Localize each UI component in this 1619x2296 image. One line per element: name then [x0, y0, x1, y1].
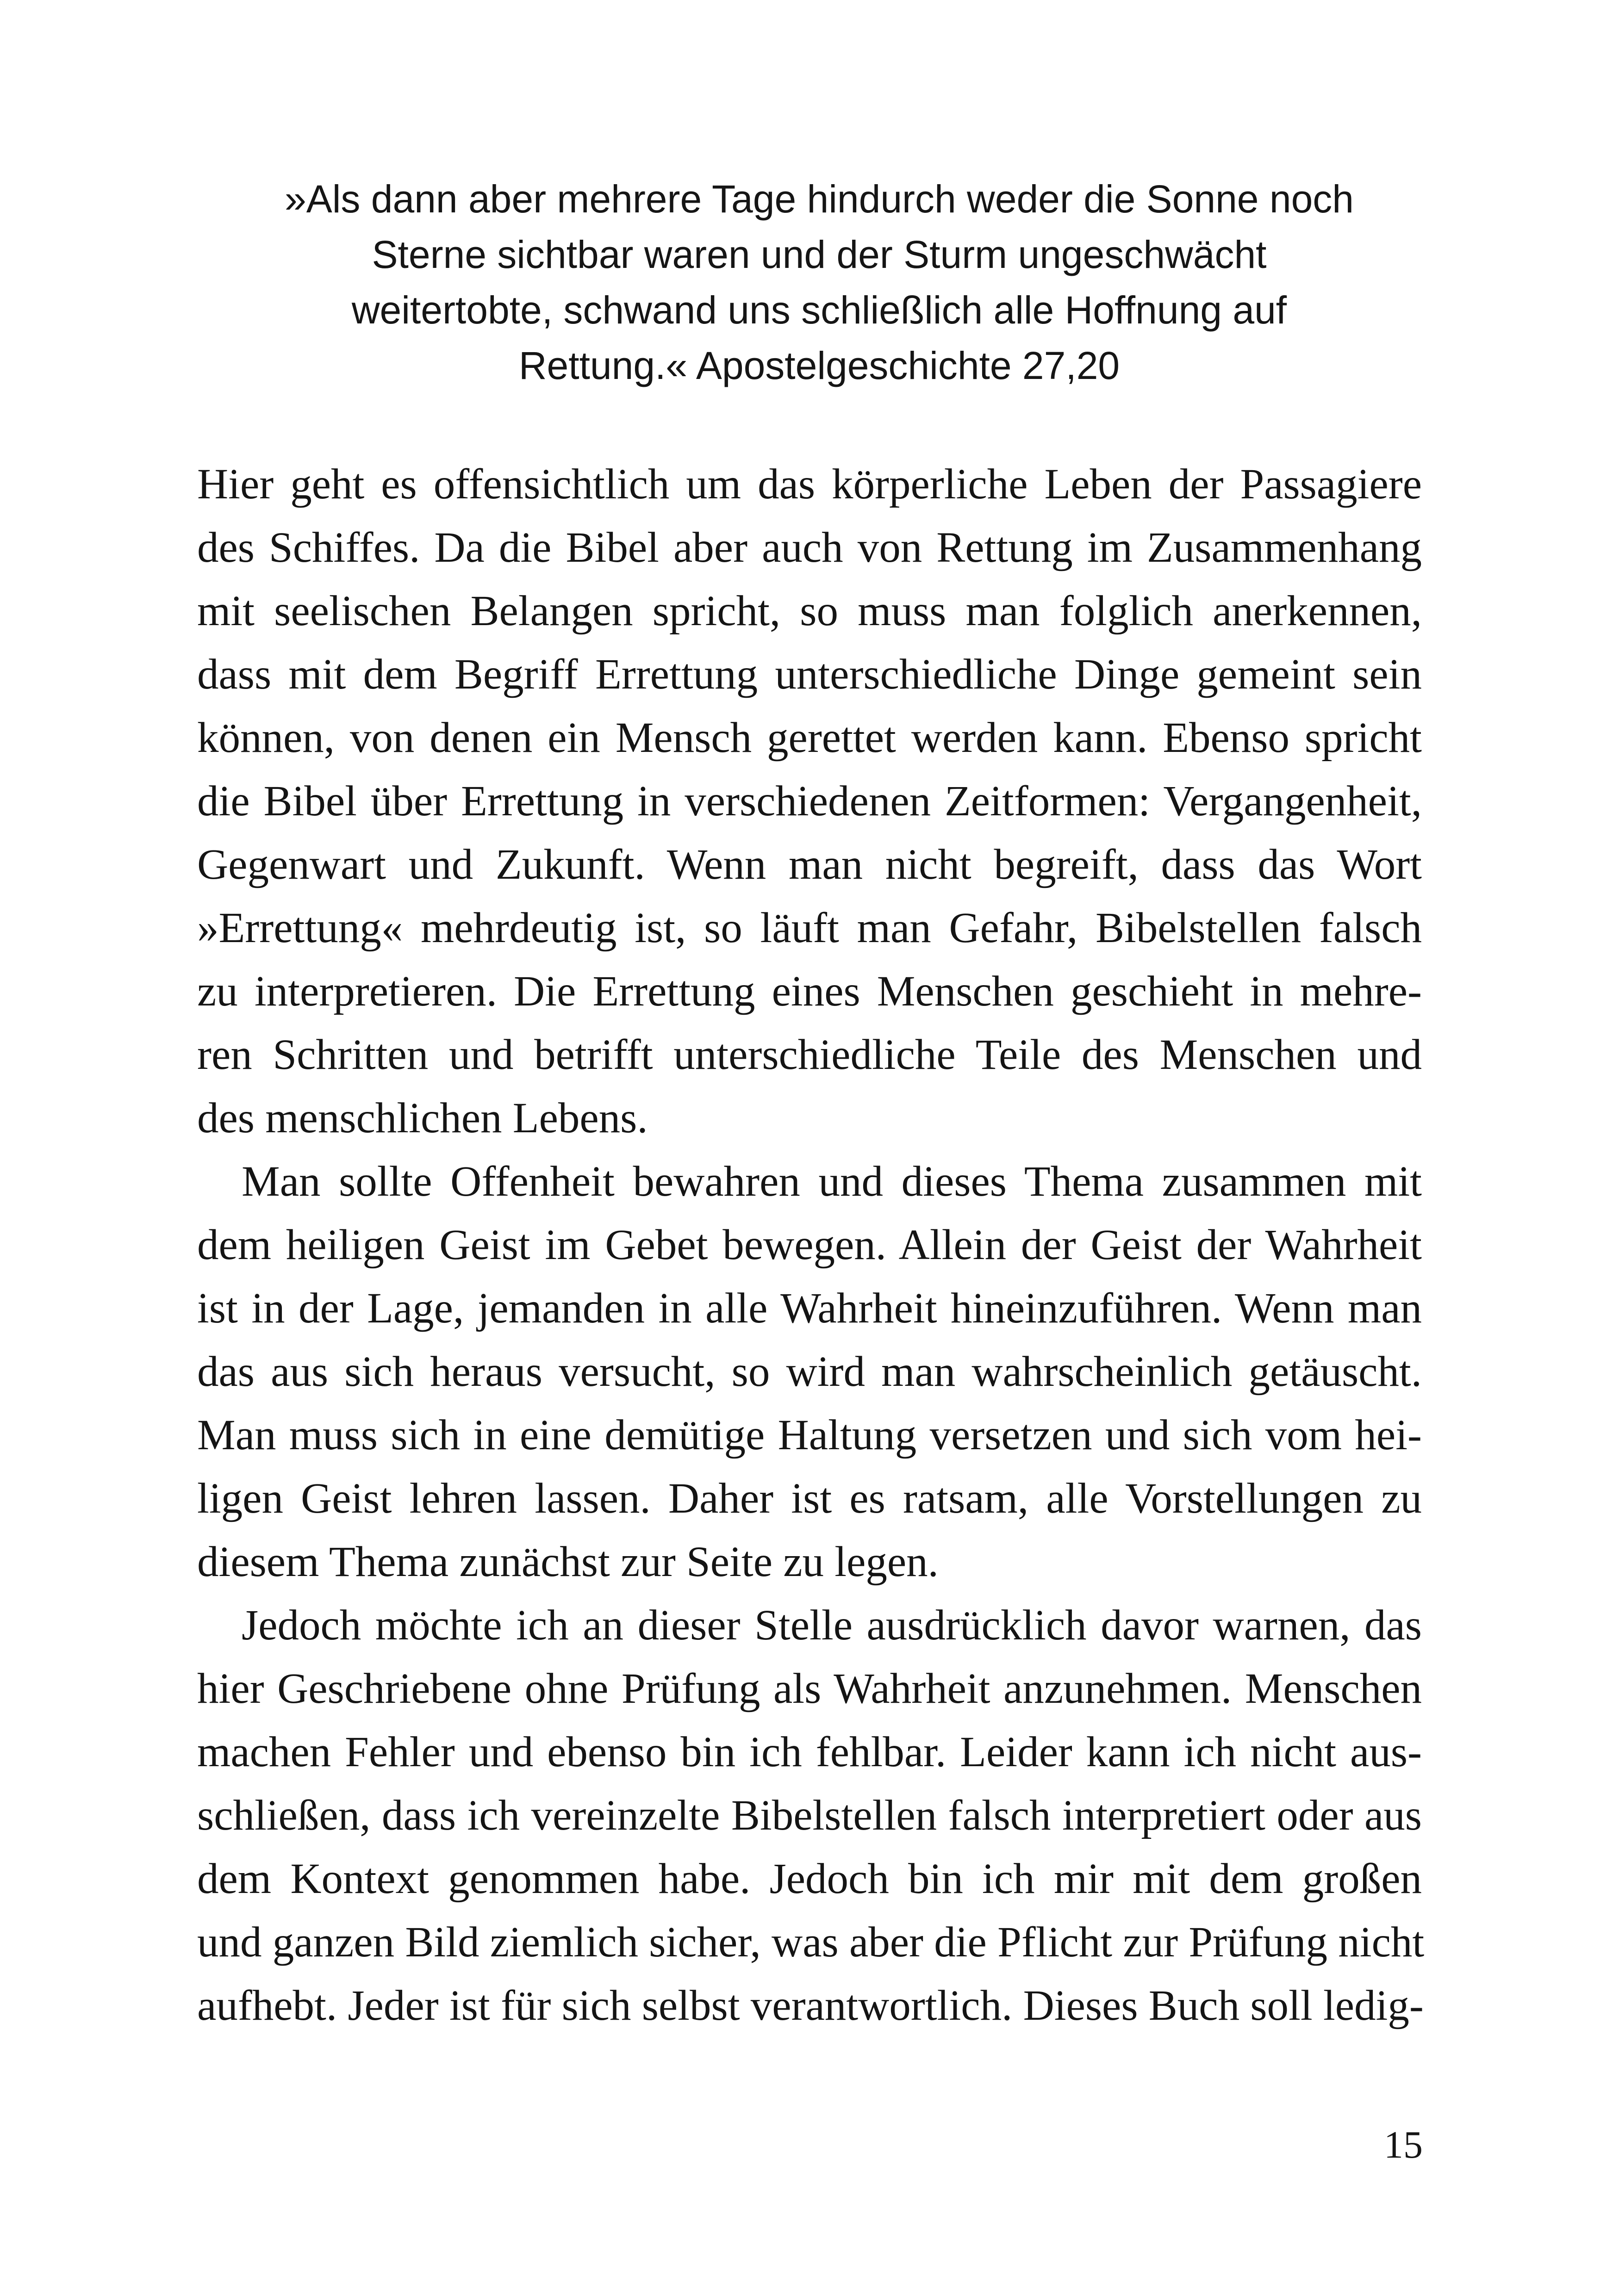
text-line: das aus sich heraus versucht, so wird man wahrscheinlich getäuscht. — [197, 1348, 1422, 1396]
epigraph-line: Rettung.« Apostelgeschichte 27,20 — [518, 344, 1120, 387]
text-line: Jedoch möchte ich an dieser Stelle ausdrücklich davor warnen, das — [242, 1601, 1422, 1649]
text-line: »Errettung« mehrdeutig ist, so läuft man Gefahr, Bibelstellen falsch — [197, 904, 1422, 952]
text-line: ligen Geist lehren lassen. Daher ist es ratsam, alle Vorstellungen zu — [197, 1475, 1422, 1522]
text-line: Gegenwart und Zukunft. Wenn man nicht begreift, dass das Wort — [197, 841, 1422, 888]
text-line: aufhebt. Jeder ist für sich selbst verantwortlich. Dieses Buch soll ledig- — [197, 1982, 1424, 2029]
text-line: Hier geht es offensichtlich um das körperliche Leben der Passagiere — [197, 460, 1422, 508]
text-line: Man muss sich in eine demütige Haltung versetzen und sich vom hei- — [197, 1411, 1422, 1459]
text-line: schließen, dass ich vereinzelte Bibelstellen falsch interpretiert oder aus — [197, 1792, 1422, 1839]
paragraph-2 — [197, 1150, 1422, 1594]
text-line: diesem Thema zunächst zur Seite zu legen. — [197, 1538, 939, 1586]
text-line: können, von denen ein Mensch gerettet werden kann. Ebenso spricht — [197, 714, 1422, 762]
paragraph-3 — [197, 1594, 1425, 2037]
epigraph-line: weitertobte, schwand uns schließlich alle Hoffnung auf — [351, 288, 1287, 332]
epigraph-line: Sterne sichtbar waren und der Sturm ungeschwächt — [372, 233, 1267, 276]
text-line: mit seelischen Belangen spricht, so muss man folglich anerkennen, — [197, 587, 1422, 635]
epigraph-quote — [259, 171, 1379, 393]
text-line: Man sollte Offenheit bewahren und dieses Thema zusammen mit — [242, 1158, 1422, 1205]
paragraph-1 — [197, 453, 1422, 1150]
text-line: hier Geschriebene ohne Prüfung als Wahrheit anzunehmen. Menschen — [197, 1665, 1422, 1713]
text-line: des Schiffes. Da die Bibel aber auch von Rettung im Zusammenhang — [197, 524, 1422, 571]
epigraph-line: »Als dann aber mehrere Tage hindurch weder die Sonne noch — [285, 177, 1354, 221]
text-line: ist in der Lage, jemanden in alle Wahrheit hineinzuführen. Wenn man — [197, 1285, 1422, 1332]
text-line: machen Fehler und ebenso bin ich fehlbar. Leider kann ich nicht aus- — [197, 1728, 1422, 1776]
text-line: dem Kontext genommen habe. Jedoch bin ich mir mit dem großen — [197, 1855, 1422, 1903]
body-text — [197, 453, 1425, 2037]
text-line: dem heiligen Geist im Gebet bewegen. Allein der Geist der Wahrheit — [197, 1221, 1422, 1269]
text-line: ren Schritten und betrifft unterschiedliche Teile des Menschen und — [197, 1031, 1422, 1079]
text-line: des menschlichen Lebens. — [197, 1094, 648, 1142]
text-line: und ganzen Bild ziemlich sicher, was aber die Pflicht zur Prüfung nicht — [197, 1918, 1425, 1966]
text-line: die Bibel über Errettung in verschiedenen Zeitformen: Vergangenheit, — [197, 777, 1422, 825]
page-number: 15 — [1384, 2123, 1423, 2166]
text-line: zu interpretieren. Die Errettung eines Menschen geschieht in mehre- — [197, 968, 1422, 1015]
text-line: dass mit dem Begriff Errettung unterschiedliche Dinge gemeint sein — [197, 651, 1422, 698]
